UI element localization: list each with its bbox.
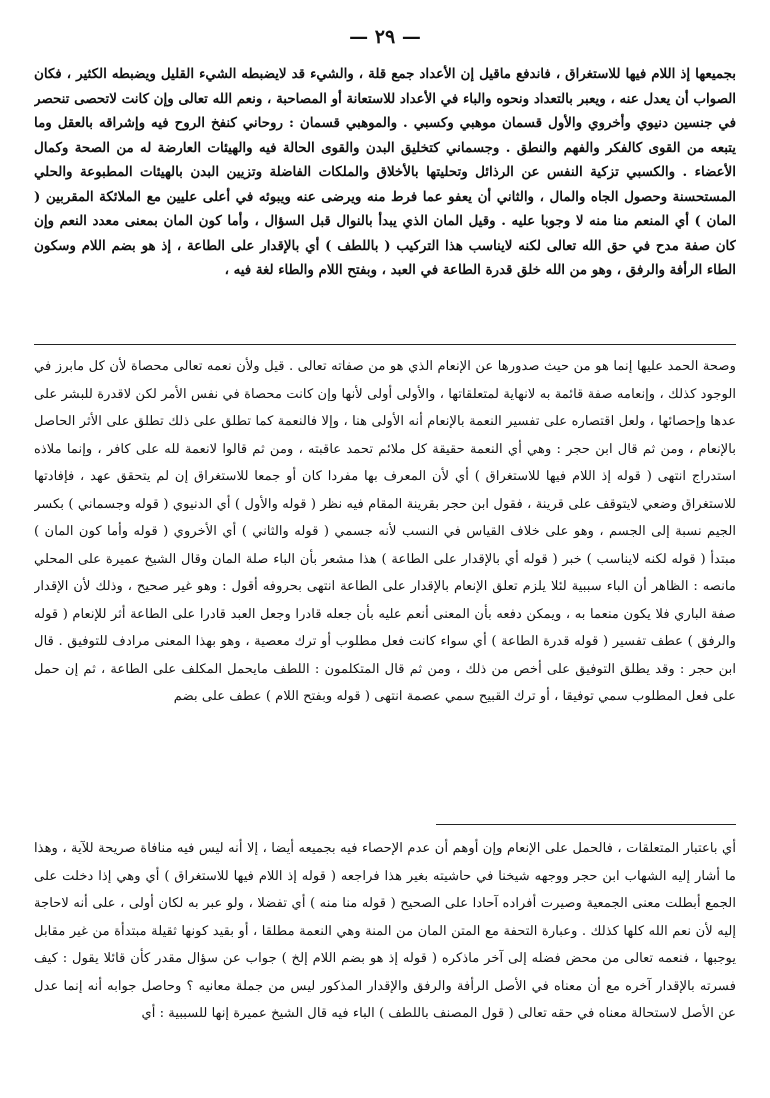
commentary-separator: [436, 824, 736, 825]
book-page: [34, 22, 736, 1082]
commentary-paragraph-2: أي باعتبار المتعلقات ، فالحمل على الإنعام وإن أوهم أن عدم الإحصاء فيه بجميعه أيضا ، إلا أنه ليس فيه منافاة صريحة للآية ، وهذا ما أشار إليه الشهاب ابن حجر ووجهه شيخنا في حاشيته بغير هذا فراجعه ( قوله إذ اللام فيها للاستغراق ) أي وهي إذا دخلت على الجمع أبطلت معنى الجمعية وصيرت أفراده آحادا على الصحيح ( قوله منا منه ) أي تفضلا ، ولو عبر به لكان أولى ، على أنه لاحاجة إليه لأن نعم الله كلها كذلك . وعبارة التحفة مع المتن المان من المنة وهي النعمة مطلقا ، أو بقيد كونها ثقيلة مبتدأة من غير مقابل يوجبها ، فنعمه تعالى من محض فضله إلى آخر ماذكره ( قوله إذ هو بضم اللام إلخ ) جواب عن سؤال مقدر كأن قائلا يقول : كيف فسرته بالإقدار آخره مع أن معناه في الأصل الرأفة والرفق والإقدار المذكور ليس من جملة معانيه ؟ وحاصل جوابه أنه إنما عدل عن الأصل لاستحالة معناه في حقه تعالى ( قول المصنف باللطف ) الباء فيه قال الشيخ عميرة إنها للسببية : أي: [34, 841, 736, 1021]
main-text-block: [34, 62, 736, 342]
commentary-block-2: [34, 835, 736, 1085]
main-text-separator: [34, 344, 736, 345]
commentary-block-1: [34, 353, 736, 818]
commentary-paragraph-1: وصحة الحمد عليها إنما هو من حيث صدورها عن الإنعام الذي هو من صفاته تعالى . قيل ولأن نعمه تعالى محصاة لأن كل مابرز في الوجود كذلك ، وإنعامه صفة قائمة به لانهاية لمتعلقاتها ، والأولى أولى لأنها وإن كانت محصاة في نفس الأمر لكن لاقدرة للبشر على عدها وإحصائها ، ولعل اقتصاره على تفسير النعمة بالإنعام أنه الأولى هنا ، وإلا فالنعمة كما تطلق على ذلك تطلق على الأثر الحاصل بالإنعام ، ومن ثم قال ابن حجر : وهي أي النعمة حقيقة كل ملائم تحمد عاقبته ، ومن ثم قالوا لانعمة لله على كافر ، وإنما ملاذه استدراج انتهى ( قوله إذ اللام فيها للاستغراق ) أي لأن المعرف بها مفردا كان أو جمعا للاستغراق إن لم يتحقق عهد ، فإفادتها للاستغراق وضعي لايتوقف على قرينة ، فقول ابن حجر بقرينة المقام فيه نظر ( قوله والأول ) أي الدنيوي ( قوله وجسماني ) بكسر الجيم نسبة إلى الجسم ، وهو على خلاف القياس في النسب لأنه جسمي ( قوله والثاني ) أي الأخروي ( قوله وأما كون المان ) مبتدأ ( قوله لكنه لايناسب ) خبر ( قوله أي بالإقدار على الطاعة ) هذا مشعر بأن الباء صلة المان وقال الشيخ عميرة على المحلي مانصه : الظاهر أن الباء سببية لئلا يلزم تعلق الإنعام بالإقدار على الطاعة انتهى بحروفه أقول : وهو غير صحيح ، وذلك لأن الإقدار صفة الباري فلا يكون منعما به ، ويمكن دفعه بأن المعنى أنعم عليه بأن جعله قادرا وجعل العبد قادرا على الطاعة أثر للإنعام ( قوله والرفق ) عطف تفسير ( قوله قدرة الطاعة ) أي سواء كانت فعل مطلوب أو ترك معصية ، وهو بهذا المعنى مرادف للتوفيق . قال ابن حجر : وقد يطلق التوفيق على أخص من ذلك ، ومن ثم قال المتكلمون : اللطف مايحمل المكلف على الطاعة ، ثم إن حمل على فعل المطلوب سمي توفيقا ، أو ترك القبيح سمي عصمة انتهى ( قوله وبفتح اللام ) عطف على بضم: [34, 359, 736, 704]
page-number: — ٢٩ —: [349, 26, 421, 48]
main-text-paragraph: بجميعها إذ اللام فيها للاستغراق ، فاندفع ماقيل إن الأعداد جمع قلة ، والشيء قد لايضبطه الشيء القليل ويضبطه الكثير ، فكان الصواب أن يعدل عنه ، ويعبر بالتعداد ونحوه والباء في الأعداد للاستعانة أو المصاحبة ، ونعم الله تعالى وإن كانت لاتحصى تنحصر في جنسين دنيوي وأخروي والأول قسمان موهبي وكسبي . والموهبي قسمان : روحاني كنفخ الروح فيه وإشراقه بالعقل وما يتبعه من القوى كالفكر والفهم والنطق . وجسماني كتخليق البدن والقوى الحالة فيه والهيئات العارضة له من الصحة وكمال الأعضاء . والكسبي تزكية النفس عن الرذائل وتحليتها بالأخلاق والملكات الفاضلة وتزيين البدن بالهيئات المطبوعة والحلي المستحسنة وحصول الجاه والمال ، والثاني أن يعفو عما فرط منه ويرضى عنه ويبوئه في أعلى عليين مع الملائكة المقربين ( المان ) أي المنعم منا منه لا وجوبا عليه . وقيل المان الذي يبدأ بالنوال قبل السؤال ، وأما كون المان بمعنى معدد النعم وإن كان صفة مدح في حق الله تعالى لكنه لايناسب هذا التركيب ( باللطف ) أي بالإقدار على الطاعة ، إذ هو بضم اللام وسكون الطاء الرأفة والرفق ، وهو من الله خلق قدرة الطاعة في العبد ، وبفتح اللام والطاء لغة فيه ،: [34, 66, 736, 278]
